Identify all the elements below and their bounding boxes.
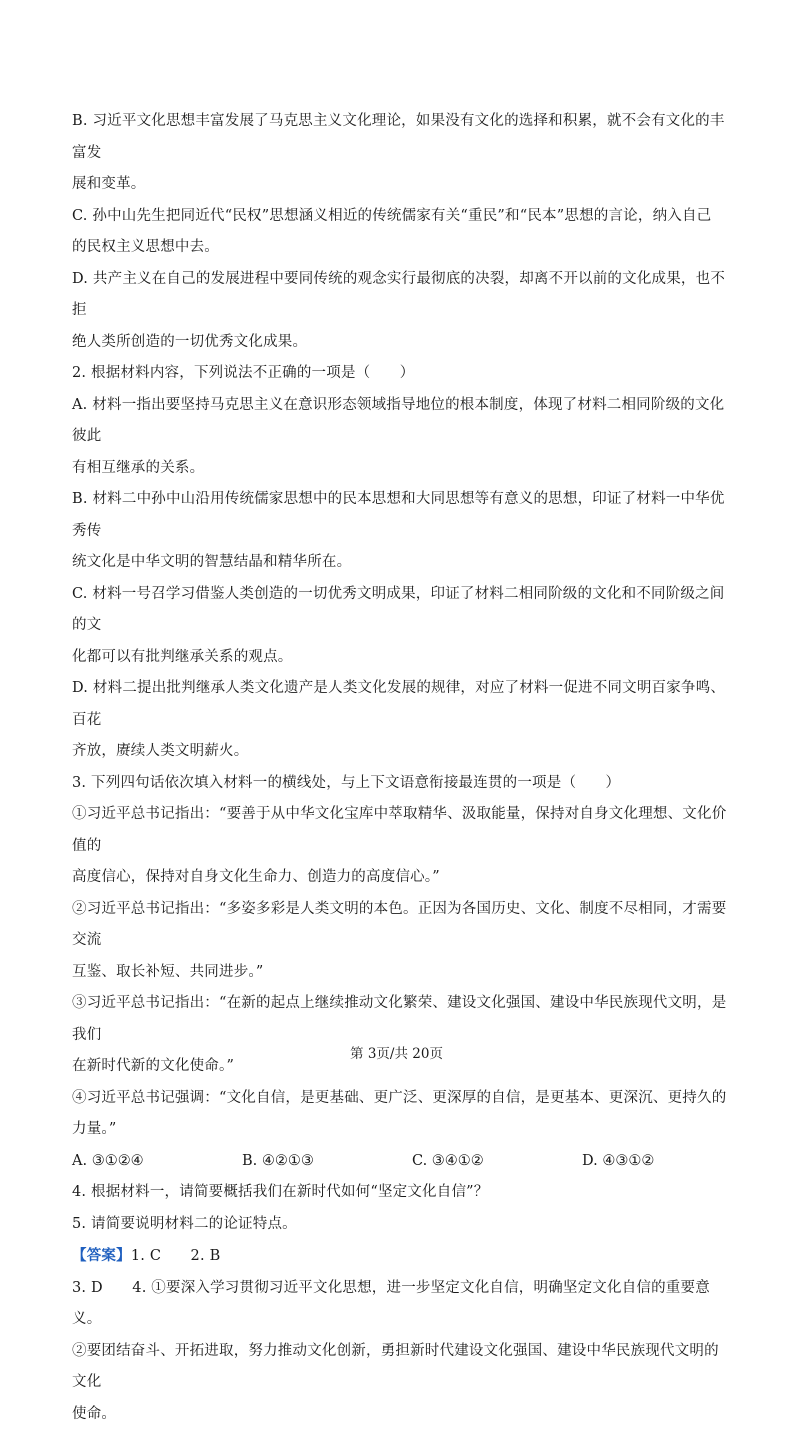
q3-option-d: D. ④③①② bbox=[582, 1146, 654, 1178]
q3-option-c: C. ③④①② bbox=[412, 1146, 582, 1178]
q3-option-b: B. ④②①③ bbox=[242, 1146, 412, 1178]
answer-line3: ②要团结奋斗、开拓进取，努力推动文化创新，勇担新时代建设文化强国、建设中华民族现代文明的文化 bbox=[72, 1336, 732, 1399]
q2-option-a-line2: 有相互继承的关系。 bbox=[72, 453, 732, 485]
q3-sentence-1-line2: 高度信心，保持对自身文化生命力、创造力的高度信心。” bbox=[72, 862, 732, 894]
option-d-line2: 绝人类所创造的一切优秀文化成果。 bbox=[72, 327, 732, 359]
q2-option-b-line1: B. 材料二中孙中山沿用传统儒家思想中的民本思想和大同思想等有意义的思想，印证了材料一中华优秀传 bbox=[72, 484, 732, 547]
answer-line2: 3. D 4. ①要深入学习贯彻习近平文化思想，进一步坚定文化自信，明确坚定文化自信的重要意义。 bbox=[72, 1273, 732, 1336]
option-d-line1: D. 共产主义在自己的发展进程中要同传统的观念实行最彻底的决裂，却离不开以前的文化成果，也不拒 bbox=[72, 264, 732, 327]
document-body bbox=[72, 106, 732, 1430]
q2-option-c-line2: 化都可以有批判继承关系的观点。 bbox=[72, 642, 732, 674]
answer-line1 bbox=[72, 1240, 732, 1273]
page-footer: 第 3页/共 20页 bbox=[0, 1042, 793, 1062]
question-3-stem: 3. 下列四句话依次填入材料一的横线处，与上下文语意衔接最连贯的一项是（ ） bbox=[72, 768, 732, 800]
question-2-stem: 2. 根据材料内容，下列说法不正确的一项是（ ） bbox=[72, 358, 732, 390]
q3-sentence-3-line2: 在新时代新的文化使命。” bbox=[72, 1051, 732, 1083]
q3-options bbox=[72, 1146, 732, 1178]
answer-text-1: 1. C 2. B bbox=[131, 1248, 221, 1264]
q3-sentence-2-line1: ②习近平总书记指出：“多姿多彩是人类文明的本色。正因为各国历史、文化、制度不尽相同，才需要交流 bbox=[72, 894, 732, 957]
q2-option-d-line2: 齐放，赓续人类文明薪火。 bbox=[72, 736, 732, 768]
question-4: 4. 根据材料一，请简要概括我们在新时代如何“坚定文化自信”？ bbox=[72, 1177, 732, 1209]
answer-line4: 使命。 bbox=[72, 1399, 732, 1430]
q3-sentence-2-line2: 互鉴、取长补短、共同进步。” bbox=[72, 957, 732, 989]
q3-sentence-3-line1: ③习近平总书记指出：“在新的起点上继续推动文化繁荣、建设文化强国、建设中华民族现代文明，是我们 bbox=[72, 988, 732, 1051]
option-c-line2: 的民权主义思想中去。 bbox=[72, 232, 732, 264]
q2-option-d-line1: D. 材料二提出批判继承人类文化遗产是人类文化发展的规律，对应了材料一促进不同文明百家争鸣、百花 bbox=[72, 673, 732, 736]
q2-option-c-line1: C. 材料一号召学习借鉴人类创造的一切优秀文明成果，印证了材料二相同阶级的文化和不同阶级之间的文 bbox=[72, 579, 732, 642]
q3-option-a: A. ③①②④ bbox=[72, 1146, 242, 1178]
q3-sentence-4: ④习近平总书记强调：“文化自信，是更基础、更广泛、更深厚的自信，是更基本、更深沉、更持久的力量。” bbox=[72, 1083, 732, 1146]
option-b-line2: 展和变革。 bbox=[72, 169, 732, 201]
question-5: 5. 请简要说明材料二的论证特点。 bbox=[72, 1209, 732, 1241]
option-b-line1: B. 习近平文化思想丰富发展了马克思主义文化理论，如果没有文化的选择和积累，就不会有文化的丰富发 bbox=[72, 106, 732, 169]
option-c-line1: C. 孙中山先生把同近代“民权”思想涵义相近的传统儒家有关“重民”和“民本”思想的言论，纳入自己 bbox=[72, 201, 732, 233]
q2-option-a-line1: A. 材料一指出要坚持马克思主义在意识形态领域指导地位的根本制度，体现了材料二相同阶级的文化彼此 bbox=[72, 390, 732, 453]
q2-option-b-line2: 统文化是中华文明的智慧结晶和精华所在。 bbox=[72, 547, 732, 579]
answer-label: 【答案】 bbox=[72, 1247, 131, 1264]
q3-sentence-1-line1: ①习近平总书记指出：“要善于从中华文化宝库中萃取精华、汲取能量，保持对自身文化理想、文化价值的 bbox=[72, 799, 732, 862]
